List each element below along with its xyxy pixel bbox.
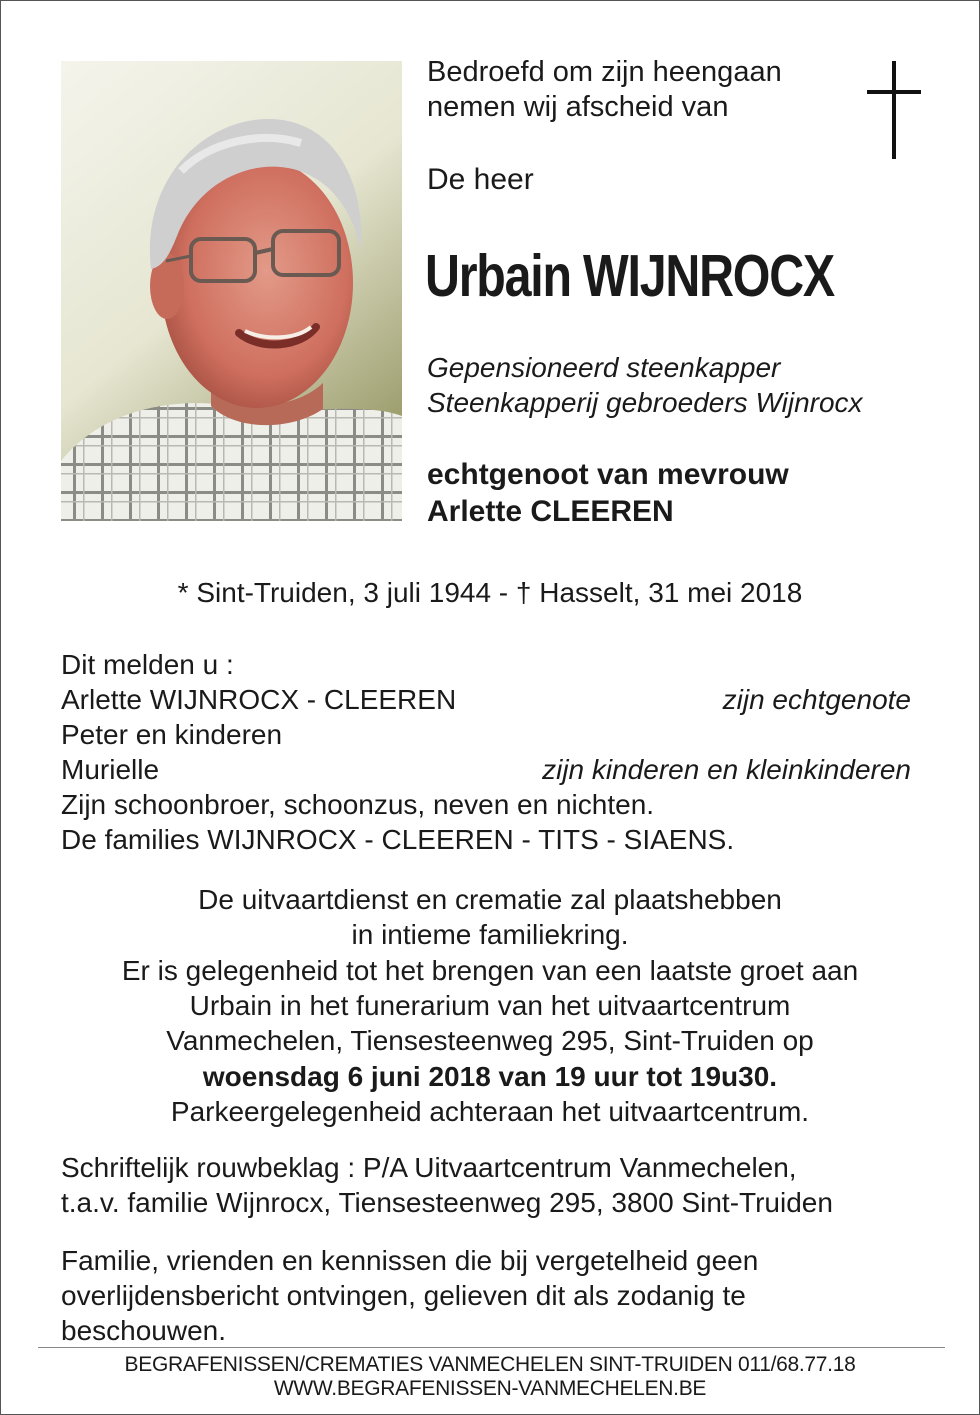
announcement-line (61, 717, 911, 752)
service-line-4: Urbain in het funerarium van het uitvaartcentrum (189, 990, 791, 1021)
intro-text (427, 55, 782, 125)
announcement-line-left: Peter en kinderen (61, 719, 283, 750)
announcement-heading: Dit melden u : (61, 649, 234, 680)
intro-line-1: Bedroefd om zijn heengaan (427, 56, 782, 88)
condolences-line-2: t.a.v. familie Wijnrocx, Tiensesteenweg 295, 3800 Sint-Truiden (61, 1187, 833, 1218)
footer-divider (38, 1347, 945, 1348)
funeral-home-website: WWW.BEGRAFENISSEN-VANMECHELEN.BE (273, 1377, 707, 1400)
service-date-time: woensdag 6 juni 2018 van 19 uur tot 19u30. (202, 1061, 778, 1092)
notice-line-1: Familie, vrienden en kennissen die bij vergetelheid geen (61, 1245, 759, 1276)
portrait-photo (61, 61, 402, 521)
service-line-3: Er is gelegenheid tot het brengen van een laatste groet aan (121, 955, 859, 986)
announcement-line-right: zijn kinderen en kleinkinderen (542, 754, 911, 785)
announcement-line-right: zijn echtgenote (722, 684, 911, 715)
birth-death-dates: * Sint-Truiden, 3 juli 1944 - † Hasselt, 31 mei 2018 (177, 577, 803, 608)
service-line-5: Vanmechelen, Tiensesteenweg 295, Sint-Truiden op (166, 1025, 814, 1056)
service-line-1: De uitvaartdienst en crematie zal plaatshebben (198, 884, 782, 915)
announcement-line-left: De families WIJNROCX - CLEEREN - TITS - SIAENS. (61, 824, 735, 855)
intro-line-2: nemen wij afscheid van (427, 91, 729, 123)
profession-line-1: Gepensioneerd steenkapper (427, 352, 781, 383)
announcement-line (61, 787, 911, 822)
parking-info: Parkeergelegenheid achteraan het uitvaartcentrum. (170, 1096, 810, 1127)
announcement-line-left: Zijn schoonbroer, schoonzus, neven en nichten. (61, 789, 655, 820)
announcement-line-left: Murielle (61, 754, 160, 785)
spouse-line-2: Arlette CLEEREN (427, 495, 674, 528)
announcement-line (61, 682, 911, 717)
announcement-line (61, 822, 911, 857)
profession (427, 350, 863, 420)
spouse-line-1: echtgenoot van mevrouw (427, 458, 789, 491)
announcement-line-left: Arlette WIJNROCX - CLEEREN (61, 684, 457, 715)
announcement-line (61, 752, 911, 787)
service-line-2: in intieme familiekring. (351, 919, 629, 950)
condolences-line-1: Schriftelijk rouwbeklag : P/A Uitvaartcentrum Vanmechelen, (61, 1152, 797, 1183)
salutation: De heer (427, 163, 534, 196)
cross-icon (863, 61, 925, 161)
notice-line-2: overlijdensbericht ontvingen, gelieven dit als zodanig te (61, 1280, 746, 1311)
notice-line-3: beschouwen. (61, 1315, 227, 1346)
spouse-info (427, 456, 789, 530)
profession-line-2: Steenkapperij gebroeders Wijnrocx (427, 387, 863, 418)
deceased-name: Urbain WIJNROCX (425, 243, 834, 309)
funeral-home-contact: BEGRAFENISSEN/CREMATIES VANMECHELEN SINT-TRUIDEN 011/68.77.18 (124, 1353, 856, 1376)
